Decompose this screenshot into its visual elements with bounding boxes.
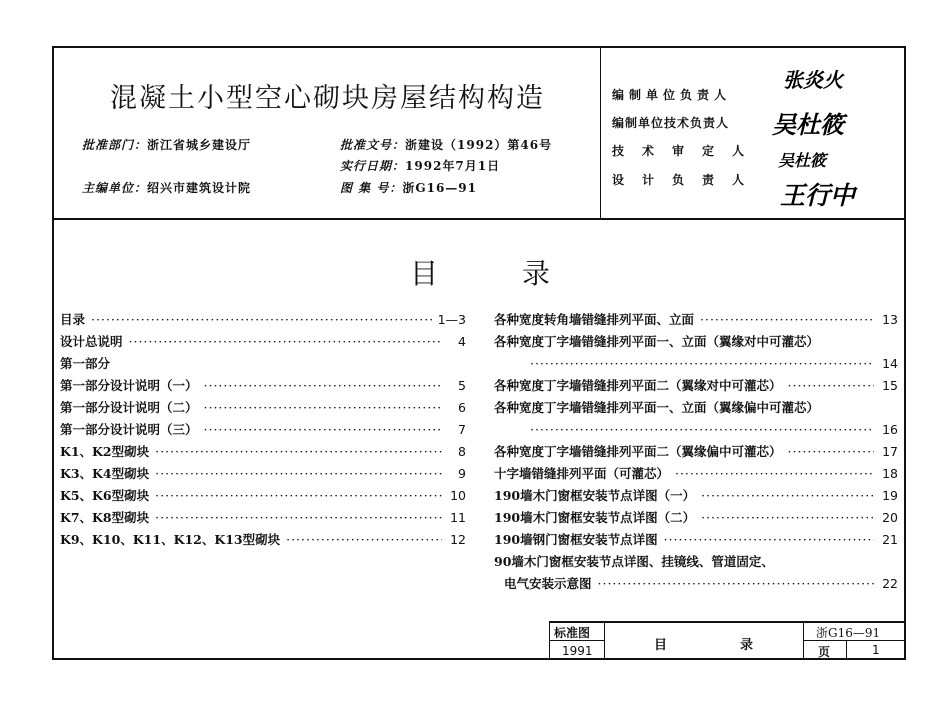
toc-entry-label: 190墙钢门窗框安装节点详图 <box>494 532 658 547</box>
toc-entry <box>60 397 466 419</box>
toc-entry-page: 18 <box>882 466 898 481</box>
leader-dots <box>701 485 874 507</box>
toc-entry-label: 各种宽度丁字墙错缝排列平面二（翼缘偏中可灌芯） <box>494 444 782 459</box>
toc-entry-label: 190墙木门窗框安装节点详图（二） <box>494 510 696 525</box>
toc-right-column <box>494 309 898 595</box>
responsible-role-2: 编制单位技术负责人 <box>612 116 730 130</box>
toc-entry-label: 第一部分设计说明（三） <box>60 422 198 437</box>
toc-entry-continuation <box>494 573 898 595</box>
toc-entry <box>494 441 898 463</box>
toc-entry-page: 10 <box>450 488 466 503</box>
toc-entry <box>60 529 466 551</box>
leader-dots <box>700 309 874 331</box>
leader-dots <box>155 485 442 507</box>
header-divider <box>52 218 906 220</box>
toc-entry-page: 20 <box>882 510 898 525</box>
leader-dots <box>204 419 442 441</box>
drawing-name-right: 录 <box>740 638 754 653</box>
approval-dept-label: 批准部门： <box>82 138 148 152</box>
toc-entry <box>494 507 898 529</box>
toc-entry <box>494 485 898 507</box>
leader-dots <box>286 529 442 551</box>
toc-entry-label: 各种宽度丁字墙错缝排列平面一、立面（翼缘偏中可灌芯） <box>494 400 820 415</box>
signature-3: 吴杜筱 <box>778 151 827 170</box>
leader-dots <box>788 375 874 397</box>
header-column-divider <box>600 46 601 219</box>
toc-entry <box>494 375 898 397</box>
signature-4: 王行中 <box>780 181 856 210</box>
toc-entry <box>60 309 466 331</box>
title-block-divider <box>846 640 847 660</box>
toc-entry <box>60 331 466 353</box>
toc-entry <box>60 507 466 529</box>
toc-entry-page: 16 <box>882 422 898 437</box>
toc-entry-label: K3、K4型砌块 <box>60 466 150 481</box>
effective-date <box>340 157 500 174</box>
leader-dots <box>788 441 874 463</box>
toc-entry <box>60 485 466 507</box>
page-label: 页 <box>818 645 831 659</box>
toc-entry <box>494 463 898 485</box>
standard-drawing-year: 1991 <box>562 644 593 658</box>
toc-entry-page: 14 <box>882 356 898 371</box>
leader-dots <box>530 353 874 375</box>
toc-entry-continuation <box>494 353 898 375</box>
signature-1: 张炎火 <box>783 68 843 92</box>
drawing-name-left: 目 <box>654 638 668 653</box>
toc-entry-page: 22 <box>882 576 898 591</box>
toc-section-heading: 第一部分 <box>60 356 111 371</box>
leader-dots <box>701 507 874 529</box>
toc-entry <box>494 529 898 551</box>
toc-entry-label: K7、K8型砌块 <box>60 510 150 525</box>
leader-dots <box>530 419 874 441</box>
toc-entry-label: 目录 <box>60 312 86 327</box>
toc-entry <box>60 375 466 397</box>
leader-dots <box>155 441 442 463</box>
toc-entry-page: 19 <box>882 488 898 503</box>
toc-entry-page: 4 <box>458 334 466 349</box>
toc-entry-page: 9 <box>458 466 466 481</box>
leader-dots <box>91 309 432 331</box>
editor-unit <box>82 179 251 196</box>
toc-entry-page: 21 <box>882 532 898 547</box>
toc-entry-page: 17 <box>882 444 898 459</box>
leader-dots <box>664 529 874 551</box>
effective-date-value: 1992年7月1日 <box>405 159 501 173</box>
leader-dots <box>155 463 442 485</box>
approval-dept-value: 浙江省城乡建设厅 <box>147 138 252 152</box>
toc-entry-page: 13 <box>882 312 898 327</box>
toc-entry-page: 6 <box>458 400 466 415</box>
leader-dots <box>675 463 874 485</box>
responsible-role-4: 设计负责人 <box>612 173 763 187</box>
toc-entry-page: 1—3 <box>437 312 466 327</box>
toc-entry-label: 第一部分设计说明（二） <box>60 400 198 415</box>
toc-entry <box>494 309 898 331</box>
toc-entry-continuation <box>494 419 898 441</box>
responsible-role-3: 技术审定人 <box>612 144 763 158</box>
toc-entry <box>60 441 466 463</box>
toc-entry-label: 十字墙错缝排列平面（可灌芯） <box>494 466 670 481</box>
toc-entry-label: 各种宽度丁字墙错缝排列平面二（翼缘对中可灌芯） <box>494 378 782 393</box>
toc-entry-label: 第一部分设计说明（一） <box>60 378 198 393</box>
toc-entry-page: 11 <box>450 510 466 525</box>
toc-entry-label: 各种宽度丁字墙错缝排列平面一、立面（翼缘对中可灌芯） <box>494 334 820 349</box>
toc-entry-label: 电气安装示意图 <box>504 576 592 591</box>
toc-entry-label: 90墙木门窗框安装节点详图、挂镜线、管道固定、 <box>494 554 774 569</box>
leader-dots <box>129 331 442 353</box>
page-number: 1 <box>872 643 880 657</box>
page-title: 混凝土小型空心砌块房屋结构构造 <box>110 83 545 114</box>
approval-doc-no-label: 批准文号： <box>340 138 406 152</box>
toc-entry-label: 设计总说明 <box>60 334 123 349</box>
leader-dots <box>204 397 442 419</box>
toc-entry-label: 190墙木门窗框安装节点详图（一） <box>494 488 696 503</box>
toc-entry <box>60 463 466 485</box>
approval-dept <box>82 136 251 153</box>
editor-unit-label: 主编单位： <box>82 181 148 195</box>
toc-left-column <box>60 309 466 551</box>
leader-dots <box>598 573 874 595</box>
title-block-divider <box>604 621 605 660</box>
toc-entry-page: 8 <box>458 444 466 459</box>
toc-entry-page: 12 <box>450 532 466 547</box>
toc-entry <box>60 419 466 441</box>
atlas-number <box>340 179 477 196</box>
toc-entry-page: 15 <box>882 378 898 393</box>
toc-entry-label: K9、K10、K11、K12、K13型砌块 <box>60 532 281 547</box>
responsible-role-1: 编制单位负责人 <box>612 88 732 102</box>
atlas-number-label: 图 集 号： <box>340 181 403 195</box>
toc-entry-label: K1、K2型砌块 <box>60 444 150 459</box>
editor-unit-value: 绍兴市建筑设计院 <box>147 181 252 195</box>
signature-2: 吴杜筱 <box>772 110 844 139</box>
toc-entry-label: 各种宽度转角墙错缝排列平面、立面 <box>494 312 695 327</box>
atlas-number-block: 浙G16—91 <box>816 626 881 640</box>
leader-dots <box>155 507 442 529</box>
leader-dots <box>204 375 442 397</box>
approval-doc-no <box>340 136 552 153</box>
standard-drawing-label: 标准图 <box>554 626 591 640</box>
toc-entry-page: 7 <box>458 422 466 437</box>
toc-entry-page: 5 <box>458 378 466 393</box>
toc-entry-label: K5、K6型砌块 <box>60 488 150 503</box>
atlas-number-value: 浙G16—91 <box>402 181 478 195</box>
approval-doc-no-value: 浙建设（1992）第46号 <box>405 138 553 152</box>
toc-title: 目 录 <box>410 257 551 290</box>
effective-date-label: 实行日期： <box>340 159 406 173</box>
